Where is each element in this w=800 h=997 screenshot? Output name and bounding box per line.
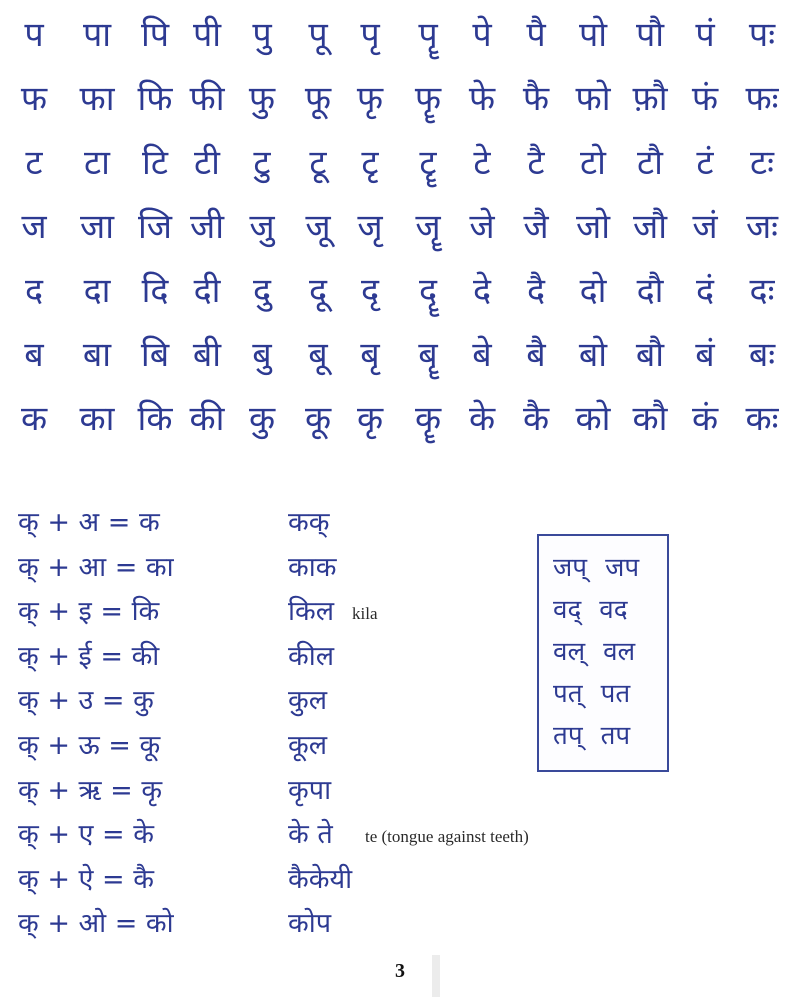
syllable: पॄ (418, 15, 438, 55)
syllable: टं (696, 143, 714, 183)
full-word: जप (605, 553, 640, 583)
vowel-combination-equation: क् + ऋ = कृ (18, 774, 163, 806)
syllable: के (468, 399, 496, 439)
syllable: बृ (360, 335, 380, 375)
vowel-combination-equation: क् + ऐ = कै (18, 863, 154, 895)
syllable: पो (578, 15, 608, 55)
syllable: पि (140, 15, 170, 55)
syllable: फै (522, 79, 550, 119)
syllable: जृ (357, 207, 383, 247)
syllable: पा (82, 15, 112, 55)
vowel-combination-equation: क् + इ = कि (18, 596, 160, 628)
syllable: कॄ (414, 399, 442, 439)
example-word: कक् (288, 507, 330, 538)
syllable: फि (137, 79, 173, 119)
syllable: फः (745, 79, 779, 119)
syllable-row (0, 10, 800, 60)
syllable: जी (189, 207, 225, 247)
syllable: फ़ौ (632, 79, 668, 119)
example-word: कूल (288, 730, 328, 761)
halant-word: वद् (553, 595, 582, 625)
full-word: वद (599, 595, 628, 625)
syllable: कै (522, 399, 550, 439)
syllable: फ (20, 79, 48, 119)
syllable: बः (748, 335, 776, 375)
syllable: पः (748, 15, 776, 55)
vowel-combination-equation: क् + आ = का (18, 551, 174, 583)
syllable: कं (691, 399, 719, 439)
syllable-row (0, 138, 800, 188)
syllable: टू (309, 143, 327, 183)
word-pair (553, 632, 635, 672)
syllable: फं (691, 79, 719, 119)
syllable: जः (745, 207, 779, 247)
syllable: बै (526, 335, 546, 375)
syllable: को (575, 399, 611, 439)
example-word: कुल (288, 685, 328, 717)
halant-word: तप् (553, 721, 583, 751)
syllable: फृ (356, 79, 384, 119)
syllable: कि (137, 399, 173, 439)
example-word: कैकेयी (288, 863, 353, 895)
syllable: दॄ (418, 271, 438, 311)
syllable: बि (140, 335, 170, 375)
halant-word: पत् (553, 679, 583, 709)
vowel-combination-equation: क् + अ = क (18, 507, 160, 538)
pronunciation-note: te (tongue against teeth) (365, 827, 529, 847)
syllable: बी (192, 335, 222, 375)
syllable: दी (193, 271, 221, 311)
syllable: कु (248, 399, 276, 439)
syllable: दं (695, 271, 715, 311)
example-word: किल (288, 596, 335, 628)
syllable: दा (83, 271, 111, 311)
example-word: कृपा (288, 774, 332, 806)
syllable: फे (468, 79, 496, 119)
syllable: फु (248, 79, 276, 119)
syllable: बॄ (418, 335, 438, 375)
syllable: टॄ (419, 143, 437, 183)
syllable: पौ (635, 15, 665, 55)
syllable: पी (192, 15, 222, 55)
syllable-row (0, 266, 800, 316)
syllable: फा (79, 79, 115, 119)
syllable: टु (253, 143, 271, 183)
syllable: फी (189, 79, 225, 119)
syllable-row (0, 394, 800, 444)
pronunciation-note: kila (352, 604, 378, 624)
full-word: पत (600, 679, 631, 709)
word-pair (553, 674, 630, 714)
syllable: जॄ (415, 207, 441, 247)
syllable: दू (308, 271, 328, 311)
syllable: पु (252, 15, 272, 55)
syllable: जै (523, 207, 549, 247)
syllable: टै (527, 143, 545, 183)
syllable: टी (194, 143, 220, 183)
syllable: टौ (637, 143, 663, 183)
vowel-combination-equation: क् + ओ = को (18, 908, 174, 940)
syllable: पं (695, 15, 715, 55)
example-word: के ते (288, 819, 333, 851)
syllable: दो (579, 271, 607, 311)
syllable: बू (308, 335, 328, 375)
syllable: ट (25, 143, 43, 183)
syllable: टो (580, 143, 606, 183)
syllable: दु (252, 271, 272, 311)
syllable-row (0, 330, 800, 380)
full-word: वल (603, 637, 636, 667)
syllable: क (20, 399, 48, 439)
vowel-combination-equation: क् + उ = कु (18, 685, 154, 717)
syllable: कू (304, 399, 332, 439)
page-number: 3 (395, 960, 405, 982)
syllable: जू (305, 207, 331, 247)
syllable: कः (745, 399, 779, 439)
syllable: जौ (632, 207, 668, 247)
halant-word: जप् (553, 553, 588, 583)
word-pair-box (537, 534, 669, 772)
syllable: जि (137, 207, 173, 247)
syllable: फू (304, 79, 332, 119)
syllable: जु (249, 207, 275, 247)
example-word: कोप (288, 908, 332, 940)
syllable: बे (472, 335, 492, 375)
syllable: ब (24, 335, 44, 375)
example-word: काक (288, 551, 337, 583)
syllable: टृ (361, 143, 379, 183)
full-word: तप (600, 721, 631, 751)
syllable: दः (749, 271, 775, 311)
syllable: जा (79, 207, 115, 247)
syllable: फो (575, 79, 611, 119)
syllable: जो (575, 207, 611, 247)
syllable: दृ (360, 271, 380, 311)
syllable: द (24, 271, 44, 311)
syllable-row (0, 74, 800, 124)
syllable: पू (308, 15, 328, 55)
syllable: पे (472, 15, 492, 55)
example-word: कील (288, 640, 335, 672)
syllable: जं (692, 207, 718, 247)
word-pair (553, 548, 639, 588)
syllable-row (0, 202, 800, 252)
syllable: की (189, 399, 225, 439)
syllable: कौ (632, 399, 668, 439)
syllable: पृ (360, 15, 380, 55)
word-pair (553, 716, 630, 756)
syllable: टे (473, 143, 491, 183)
halant-word: वल् (553, 637, 586, 667)
syllable: प (24, 15, 44, 55)
syllable: बौ (635, 335, 665, 375)
syllable: पै (526, 15, 546, 55)
syllable: टः (749, 143, 775, 183)
syllable: टा (84, 143, 110, 183)
syllable: फॄ (414, 79, 442, 119)
syllable: दौ (636, 271, 664, 311)
vowel-combination-equation: क् + ए = के (18, 819, 154, 851)
syllable: कृ (356, 399, 384, 439)
syllable: जे (469, 207, 495, 247)
syllable: बु (252, 335, 272, 375)
syllable: बो (578, 335, 608, 375)
vowel-combination-equation: क् + ई = की (18, 640, 160, 672)
syllable: का (79, 399, 115, 439)
syllable: दे (472, 271, 492, 311)
syllable: ज (21, 207, 47, 247)
page-edge-strip (432, 955, 440, 997)
syllable: बा (82, 335, 112, 375)
syllable: बं (695, 335, 715, 375)
vowel-combination-equation: क् + ऊ = कू (18, 730, 161, 761)
syllable: दै (526, 271, 546, 311)
syllable: टि (142, 143, 168, 183)
word-pair (553, 590, 628, 630)
syllable: दि (141, 271, 169, 311)
